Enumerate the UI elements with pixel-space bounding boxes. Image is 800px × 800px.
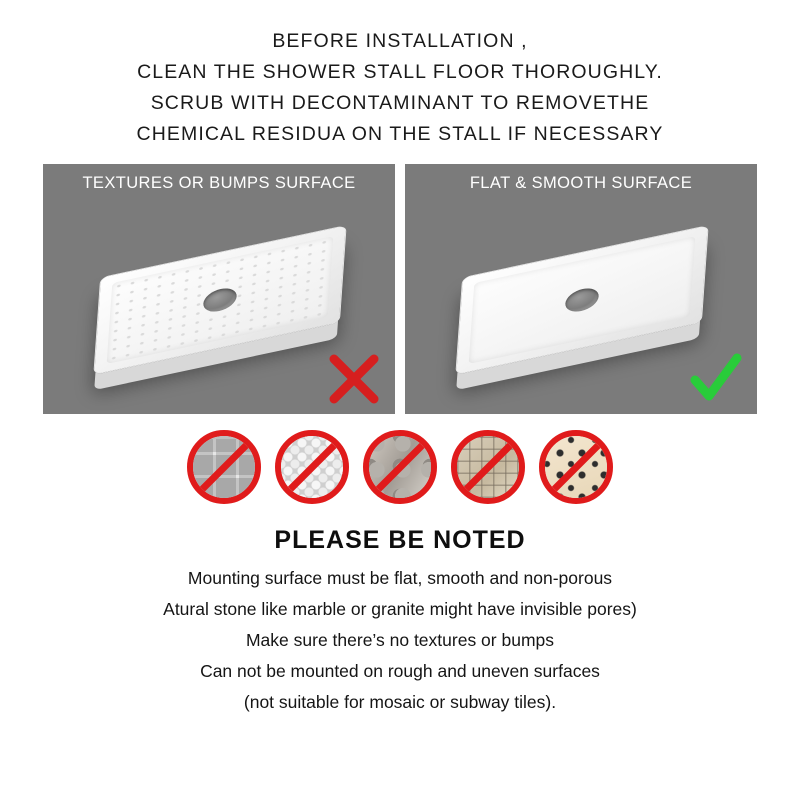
panel-smooth-title: FLAT & SMOOTH SURFACE — [469, 174, 693, 192]
no-tile-grid-surface-icon — [187, 430, 261, 504]
footer-notes — [0, 563, 800, 718]
note-line-5: (not suitable for mosaic or subway tiles). — [243, 692, 557, 712]
green-check-icon — [689, 352, 743, 406]
header-line-3: SCRUB WITH DECONTAMINANT TO REMOVETHE — [150, 92, 650, 114]
no-rough-stone-surface-icon — [363, 430, 437, 504]
note-line-2: Atural stone like marble or granite might have invisible pores) — [163, 599, 637, 619]
header-line-4: CHEMICAL RESIDUA ON THE STALL IF NECESSARY — [136, 123, 664, 145]
header-line-2: CLEAN THE SHOWER STALL FLOOR THOROUGHLY. — [137, 61, 663, 83]
forbidden-surfaces-row — [0, 430, 800, 504]
no-mosaic-tile-surface-icon — [451, 430, 525, 504]
header-line-1: BEFORE INSTALLATION , — [272, 30, 528, 52]
drain-icon — [565, 286, 600, 315]
no-pebble-surface-icon — [275, 430, 349, 504]
panel-textured-title: TEXTURES OR BUMPS SURFACE — [82, 174, 356, 192]
shower-tray — [93, 225, 346, 375]
note-line-1: Mounting surface must be flat, smooth and non-porous — [187, 568, 613, 588]
note-line-3: Make sure there’s no textures or bumps — [245, 630, 555, 650]
header-instructions — [0, 0, 800, 150]
shower-tray — [455, 225, 708, 375]
please-be-noted-title: PLEASE BE NOTED — [274, 526, 526, 554]
panel-smooth-surface — [405, 164, 757, 414]
note-line-4: Can not be mounted on rough and uneven surfaces — [200, 661, 600, 681]
tray-inner-surface — [107, 236, 334, 364]
panel-textured-surface — [43, 164, 395, 414]
no-speckled-stone-surface-icon — [539, 430, 613, 504]
tray-inner-surface — [469, 236, 696, 364]
comparison-panels — [0, 164, 800, 414]
red-cross-icon — [327, 352, 381, 406]
